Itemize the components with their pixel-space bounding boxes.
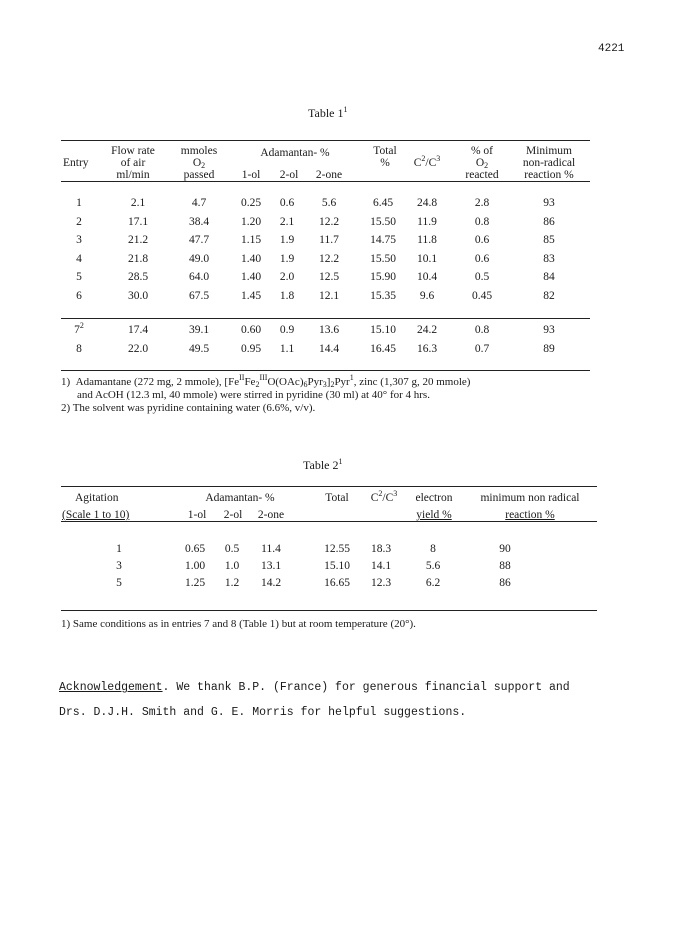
- t1-cell-r1-c1: 1: [76, 197, 82, 209]
- t1-cell-r3-c7: 14.75: [370, 234, 396, 246]
- t1-cell-r1-c6: 5.6: [321, 197, 337, 209]
- t1-cell-r8-c1: 8: [76, 342, 82, 355]
- t1-cell-r3-c6: 11.7: [319, 234, 339, 246]
- t2-cell-r1-c1: 1: [116, 543, 122, 555]
- t2-cell-r1-c7: 8: [430, 543, 436, 555]
- t2-cell-r1-c2: 0.65: [184, 543, 206, 555]
- t1-cell-r2-c8: 11.9: [417, 215, 437, 228]
- t1-h-min-1: Minimum: [525, 145, 572, 157]
- t1-cell-r8-c9: 0.7: [474, 342, 490, 355]
- t2-h-minimum-2: reaction %: [505, 509, 555, 521]
- t1-h-mmoles-1: mmoles: [180, 145, 218, 157]
- t2-cell-r3-c3: 1.2: [224, 577, 240, 589]
- t2-cell-r3-c8: 86: [499, 577, 511, 589]
- t2-h-adamantan: Adamantan- %: [205, 492, 275, 504]
- t1-h-flow-2: of air: [120, 157, 146, 169]
- t1-cell-r1-c7: 6.45: [372, 197, 394, 209]
- table1-caption: Table $1^1$: [308, 105, 348, 120]
- t1-cell-r2-c3: 38.4: [188, 215, 210, 228]
- t2-h-electron-1: electron: [415, 492, 453, 504]
- t1-cell-r6-c1: 6: [76, 289, 82, 302]
- t2-h-agitation: Agitation: [75, 492, 119, 504]
- table2-bottom-rule: [61, 610, 597, 611]
- t1-cell-r8-c10: 89: [543, 342, 555, 355]
- t1-cell-r8-c2: 22.0: [127, 342, 149, 355]
- t1-cell-r4-c9: 0.6: [474, 252, 490, 265]
- table1-footnote-1b: and AcOH (12.3 ml, 40 mmole) were stirred in pyridine (30 ml) at 40° for 4 hrs.: [77, 389, 430, 401]
- table2-footnote: 1) Same conditions as in entries 7 and 8 (Table 1) but at room temperature (20°).: [61, 618, 416, 630]
- t1-cell-r7-c7: 15.10: [370, 324, 396, 336]
- t1-cell-r1-c4: 0.25: [240, 197, 262, 209]
- table2-top-rule: [61, 486, 597, 487]
- t2-cell-r2-c7: 5.6: [425, 560, 441, 572]
- t1-cell-r2-c9: 0.8: [474, 215, 490, 228]
- t2-cell-r3-c7: 6.2: [425, 577, 441, 589]
- t2-cell-r2-c3: 1.0: [224, 560, 240, 572]
- t1-h-min-3: reaction %: [524, 169, 574, 181]
- t1-cell-r2-c6: 12.2: [318, 215, 340, 228]
- t1-cell-r3-c2: 21.2: [127, 234, 149, 246]
- table1-mid-rule: [61, 318, 590, 319]
- t2-h-2one: 2-one: [257, 509, 285, 521]
- t2-cell-r3-c5: 16.65: [324, 577, 350, 589]
- table2: [61, 486, 597, 614]
- t1-cell-r8-c7: 16.45: [370, 342, 396, 355]
- t1-cell-r1-c5: 0.6: [279, 197, 295, 209]
- t1-cell-r6-c4: 1.45: [240, 289, 262, 302]
- t1-cell-r5-c5: 2.0: [279, 271, 295, 283]
- t1-h-o2-2: $O_2$: [475, 157, 489, 170]
- t1-cell-r2-c7: 15.50: [370, 215, 396, 228]
- t2-cell-r1-c8: 90: [499, 543, 511, 555]
- t1-cell-r3-c4: 1.15: [240, 234, 262, 246]
- t1-cell-r4-c8: 10.1: [416, 252, 438, 265]
- t2-cell-r2-c1: 3: [116, 560, 122, 572]
- t1-cell-r8-c5: 1.1: [279, 342, 295, 355]
- t2-cell-r3-c6: 12.3: [370, 577, 392, 589]
- t1-cell-r8-c6: 14.4: [318, 342, 340, 355]
- t2-cell-r1-c5: 12.55: [324, 543, 350, 555]
- t1-h-mmoles-2: $O_2$: [192, 157, 206, 170]
- t1-cell-r6-c5: 1.8: [279, 289, 295, 302]
- t1-cell-r6-c7: 15.35: [370, 289, 396, 302]
- t1-cell-r7-c4: 0.60: [240, 324, 262, 336]
- t1-cell-r1-c2: 2.1: [130, 197, 146, 209]
- table1-header-rule: [61, 181, 590, 182]
- t1-cell-r6-c10: 82: [543, 289, 555, 302]
- t2-cell-r2-c4: 13.1: [260, 560, 282, 572]
- t2-cell-r2-c8: 88: [499, 560, 511, 572]
- t1-cell-r7-c3: 39.1: [188, 324, 210, 336]
- t1-h-total-1: Total: [373, 145, 397, 157]
- t1-h-2ol: 2-ol: [279, 169, 299, 181]
- t1-h-o2-1: % of: [470, 145, 494, 157]
- t1-cell-r2-c2: 17.1: [127, 215, 149, 228]
- t1-cell-r3-c1: 3: [76, 234, 82, 246]
- t1-cell-r3-c3: 47.7: [188, 234, 210, 246]
- t1-cell-r3-c10: 85: [543, 234, 555, 246]
- t1-h-o2-3: reacted: [465, 169, 499, 181]
- t2-h-total: Total: [325, 492, 349, 504]
- t2-h-minimum-1: minimum non radical: [480, 492, 580, 504]
- t1-cell-r6-c8: 9.6: [419, 289, 435, 302]
- t1-cell-r6-c9: 0.45: [471, 289, 493, 302]
- t1-cell-r7-c8: 24.2: [416, 324, 438, 336]
- table2-caption: Table $2^1$: [303, 457, 343, 472]
- t1-cell-r5-c4: 1.40: [240, 271, 262, 283]
- t2-cell-r3-c1: 5: [116, 577, 122, 589]
- acknowledgement-label: Acknowledgement: [59, 681, 163, 694]
- t1-cell-r7-c6: 13.6: [318, 324, 340, 336]
- t1-cell-r7-c1: $7^2$: [74, 321, 84, 336]
- t1-cell-r5-c1: 5: [76, 271, 82, 283]
- t1-cell-r8-c8: 16.3: [416, 342, 438, 355]
- acknowledgement-line-1: Acknowledgement. We thank B.P. (France) for generous financial support and: [59, 681, 570, 694]
- t1-cell-r4-c4: 1.40: [240, 252, 262, 265]
- t2-h-1ol: 1-ol: [187, 509, 207, 521]
- page-number: 4221: [598, 43, 625, 55]
- table1-footnote-1: 1) Adamantane (272 mg, 2 mmole), $[Fe^{II}Fe_2^{III}O(OAc)_6Pyr_3]_2Pyr^1$, zinc (1,307 g, 20 mmole): [61, 373, 471, 389]
- t1-cell-r7-c9: 0.8: [474, 324, 490, 336]
- t1-cell-r4-c3: 49.0: [188, 252, 210, 265]
- t2-h-electron-2: yield %: [416, 509, 452, 521]
- t1-h-min-2: non-radical: [522, 157, 576, 169]
- acknowledgement-line-2: Drs. D.J.H. Smith and G. E. Morris for helpful suggestions.: [59, 706, 467, 719]
- t1-cell-r4-c2: 21.8: [127, 252, 149, 265]
- t1-cell-r2-c5: 2.1: [279, 215, 295, 228]
- t1-cell-r3-c8: 11.8: [417, 234, 437, 246]
- t1-cell-r5-c2: 28.5: [127, 271, 149, 283]
- t1-cell-r1-c10: 93: [543, 197, 555, 209]
- t2-cell-r2-c2: 1.00: [184, 560, 206, 572]
- t1-cell-r4-c6: 12.2: [318, 252, 340, 265]
- t1-cell-r5-c3: 64.0: [188, 271, 210, 283]
- t1-h-1ol: 1-ol: [241, 169, 261, 181]
- t2-cell-r1-c4: 11.4: [261, 543, 281, 555]
- table1-top-rule: [61, 140, 590, 141]
- t1-cell-r3-c5: 1.9: [279, 234, 295, 246]
- t1-cell-r5-c6: 12.5: [318, 271, 340, 283]
- t1-cell-r1-c8: 24.8: [416, 197, 438, 209]
- t1-h-mmoles-3: passed: [183, 169, 215, 181]
- t1-h-adamantan: Adamantan- %: [260, 147, 330, 159]
- t1-cell-r4-c5: 1.9: [279, 252, 295, 265]
- t2-h-2ol: 2-ol: [223, 509, 243, 521]
- t1-h-entry: Entry: [63, 157, 89, 169]
- t1-cell-r4-c7: 15.50: [370, 252, 396, 265]
- t1-cell-r4-c1: 4: [76, 252, 82, 265]
- t2-cell-r2-c5: 15.10: [324, 560, 350, 572]
- t2-cell-r3-c4: 14.2: [260, 577, 282, 589]
- table2-header-rule: [61, 521, 597, 522]
- t2-cell-r1-c6: 18.3: [370, 543, 392, 555]
- t1-cell-r6-c2: 30.0: [127, 289, 149, 302]
- t1-h-c2c3: $C^2/C^3$: [413, 154, 441, 169]
- t1-cell-r1-c3: 4.7: [191, 197, 207, 209]
- t2-cell-r2-c6: 14.1: [370, 560, 392, 572]
- row7-superscript: 2: [79, 321, 84, 330]
- table1-bottom-rule: [61, 370, 590, 371]
- t1-cell-r5-c9: 0.5: [474, 271, 490, 283]
- t2-h-scale: (Scale 1 to 10): [62, 509, 130, 521]
- t1-h-flow-3: ml/min: [116, 169, 150, 181]
- t1-cell-r5-c7: 15.90: [370, 271, 396, 283]
- t2-cell-r1-c3: 0.5: [224, 543, 240, 555]
- t1-cell-r6-c6: 12.1: [318, 289, 340, 302]
- t1-cell-r6-c3: 67.5: [188, 289, 210, 302]
- t1-cell-r7-c2: 17.4: [127, 324, 149, 336]
- t1-cell-r2-c1: 2: [76, 215, 82, 228]
- t1-cell-r8-c3: 49.5: [188, 342, 210, 355]
- table1-footnote-2: 2) The solvent was pyridine containing water (6.6%, v/v).: [61, 402, 316, 414]
- t1-cell-r1-c9: 2.8: [474, 197, 490, 209]
- t1-cell-r8-c4: 0.95: [240, 342, 262, 355]
- t1-cell-r5-c10: 84: [543, 271, 555, 283]
- t1-h-flow-1: Flow rate: [111, 145, 155, 157]
- t1-cell-r2-c4: 1.20: [240, 215, 262, 228]
- t1-cell-r4-c10: 83: [543, 252, 555, 265]
- t1-cell-r5-c8: 10.4: [416, 271, 438, 283]
- t1-cell-r3-c9: 0.6: [474, 234, 490, 246]
- t1-cell-r7-c10: 93: [543, 324, 555, 336]
- t2-h-c2c3: $C^2/C^3$: [370, 489, 398, 504]
- t1-h-2one: 2-one: [315, 169, 343, 181]
- t1-h-total-2: %: [380, 157, 390, 169]
- t1-cell-r7-c5: 0.9: [279, 324, 295, 336]
- table1: [61, 140, 590, 355]
- t1-cell-r2-c10: 86: [543, 215, 555, 228]
- t2-cell-r3-c2: 1.25: [184, 577, 206, 589]
